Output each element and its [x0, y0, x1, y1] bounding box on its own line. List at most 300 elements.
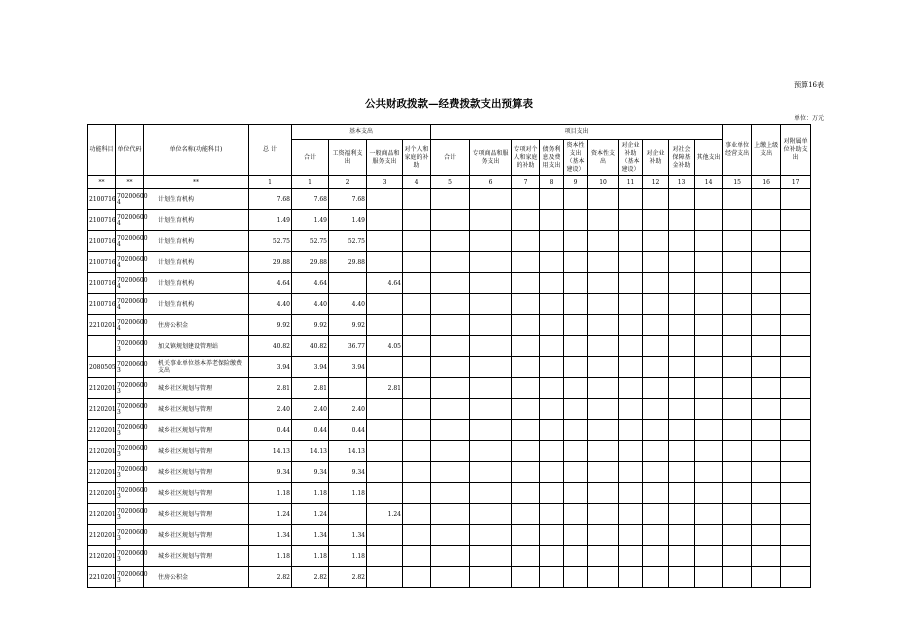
func-code-cell: 2100716	[88, 189, 116, 210]
unit-code-main: 70200600	[117, 570, 148, 578]
index-cell: **	[88, 176, 116, 189]
table-row	[88, 315, 811, 336]
unit-name-cell: 城乡社区规划与管理	[144, 483, 249, 504]
total-cell: 14.13	[249, 441, 292, 462]
empty-cell	[619, 462, 643, 483]
unit-code-main: 70200600	[117, 297, 148, 305]
basic-total-cell: 7.68	[292, 189, 329, 210]
empty-cell	[564, 462, 588, 483]
goods-cell	[367, 441, 403, 462]
header-basic: 基本支出	[292, 125, 431, 140]
empty-cell	[643, 399, 669, 420]
empty-cell	[695, 357, 723, 378]
empty-cell	[588, 567, 619, 588]
empty-cell	[643, 273, 669, 294]
empty-cell	[669, 315, 695, 336]
empty-cell	[564, 546, 588, 567]
personal-cell	[403, 315, 431, 336]
empty-cell	[540, 273, 564, 294]
unit-code-suffix: 3	[117, 576, 121, 584]
empty-cell	[643, 441, 669, 462]
unit-name-cell: 城乡社区规划与管理	[144, 462, 249, 483]
empty-cell	[723, 189, 752, 210]
empty-cell	[669, 525, 695, 546]
empty-cell	[512, 294, 540, 315]
header-subsidy: 对附属单位补助支出	[781, 125, 811, 176]
goods-cell	[367, 399, 403, 420]
unit-code-main: 70200600	[117, 402, 148, 410]
func-code-cell: 2100716	[88, 273, 116, 294]
empty-cell	[781, 483, 811, 504]
total-cell: 1.34	[249, 525, 292, 546]
empty-cell	[512, 210, 540, 231]
table-row	[88, 441, 811, 462]
empty-cell	[619, 231, 643, 252]
empty-cell	[752, 231, 781, 252]
basic-total-cell: 14.13	[292, 441, 329, 462]
unit-code-cell	[116, 231, 148, 252]
empty-cell	[695, 504, 723, 525]
empty-cell	[512, 273, 540, 294]
unit-name-cell: 计划生育机构	[144, 294, 249, 315]
unit-name-cell: 机关事业单位基本养老保险缴费支出	[144, 357, 249, 378]
empty-cell	[669, 441, 695, 462]
empty-cell	[512, 546, 540, 567]
header-enterprise-basic: 对企业补助（基本建设）	[619, 140, 643, 176]
empty-cell	[540, 336, 564, 357]
empty-cell	[752, 462, 781, 483]
unit-name-cell: 加义镇规划建设管理站	[144, 336, 249, 357]
empty-cell	[723, 315, 752, 336]
total-cell: 52.75	[249, 231, 292, 252]
empty-cell	[619, 483, 643, 504]
empty-cell	[564, 210, 588, 231]
empty-cell	[669, 378, 695, 399]
empty-cell	[781, 525, 811, 546]
empty-cell	[781, 315, 811, 336]
empty-cell	[470, 525, 512, 546]
page-code: 预算16表	[794, 81, 824, 89]
empty-cell	[512, 231, 540, 252]
unit-code-main: 70200600	[117, 192, 148, 200]
empty-cell	[619, 336, 643, 357]
unit-name-cell: 城乡社区规划与管理	[144, 441, 249, 462]
goods-cell	[367, 189, 403, 210]
unit-name-cell: 计划生育机构	[144, 273, 249, 294]
empty-cell	[643, 210, 669, 231]
table-row	[88, 504, 811, 525]
empty-cell	[643, 294, 669, 315]
empty-cell	[723, 546, 752, 567]
empty-cell	[619, 315, 643, 336]
empty-cell	[669, 504, 695, 525]
empty-cell	[564, 357, 588, 378]
goods-cell	[367, 420, 403, 441]
empty-cell	[781, 567, 811, 588]
empty-cell	[564, 336, 588, 357]
empty-cell	[588, 336, 619, 357]
header-business: 事业单位经营支出	[723, 125, 752, 176]
salary-cell: 0.44	[329, 420, 367, 441]
func-code-cell: 2100716	[88, 294, 116, 315]
func-code-cell: 2120201	[88, 483, 116, 504]
empty-cell	[669, 357, 695, 378]
empty-cell	[723, 378, 752, 399]
table-row	[88, 546, 811, 567]
goods-cell	[367, 525, 403, 546]
unit-code-suffix: 4	[117, 198, 121, 206]
unit-code-main: 70200600	[117, 465, 148, 473]
empty-cell	[431, 462, 470, 483]
salary-cell: 1.18	[329, 483, 367, 504]
unit-code-main: 70200600	[117, 339, 148, 347]
index-cell: 12	[643, 176, 669, 189]
page-title: 公共财政拨款—经费拨款支出预算表	[365, 98, 533, 110]
empty-cell	[619, 378, 643, 399]
unit-code-cell	[116, 462, 148, 483]
empty-cell	[723, 273, 752, 294]
empty-cell	[512, 567, 540, 588]
func-code-cell: 2120201	[88, 504, 116, 525]
personal-cell	[403, 483, 431, 504]
personal-cell	[403, 525, 431, 546]
goods-cell	[367, 567, 403, 588]
empty-cell	[669, 210, 695, 231]
unit-code-cell	[116, 252, 148, 273]
basic-total-cell: 4.40	[292, 294, 329, 315]
unit-code-cell	[116, 420, 148, 441]
unit-code-main: 70200600	[117, 255, 148, 263]
unit-name-cell: 城乡社区规划与管理	[144, 546, 249, 567]
personal-cell	[403, 378, 431, 399]
empty-cell	[619, 189, 643, 210]
unit-code-main: 70200600	[117, 423, 148, 431]
unit-code-suffix: 3	[117, 345, 121, 353]
empty-cell	[723, 336, 752, 357]
empty-cell	[669, 483, 695, 504]
empty-cell	[431, 504, 470, 525]
total-cell: 1.24	[249, 504, 292, 525]
header-func-code: 功能科目	[88, 125, 116, 176]
salary-cell: 14.13	[329, 441, 367, 462]
basic-total-cell: 1.34	[292, 525, 329, 546]
empty-cell	[723, 504, 752, 525]
basic-total-cell: 2.40	[292, 399, 329, 420]
header-capital: 资本性支出	[588, 140, 619, 176]
empty-cell	[588, 189, 619, 210]
index-cell: 1	[249, 176, 292, 189]
unit-code-main: 70200600	[117, 381, 148, 389]
goods-cell: 2.81	[367, 378, 403, 399]
empty-cell	[619, 504, 643, 525]
empty-cell	[781, 294, 811, 315]
empty-cell	[540, 294, 564, 315]
empty-cell	[781, 378, 811, 399]
empty-cell	[669, 546, 695, 567]
empty-cell	[619, 525, 643, 546]
index-cell: 1	[292, 176, 329, 189]
empty-cell	[781, 462, 811, 483]
empty-cell	[588, 462, 619, 483]
unit-code-main: 70200600	[117, 213, 148, 221]
empty-cell	[470, 231, 512, 252]
empty-cell	[564, 420, 588, 441]
total-cell: 40.82	[249, 336, 292, 357]
empty-cell	[643, 546, 669, 567]
empty-cell	[619, 567, 643, 588]
empty-cell	[588, 315, 619, 336]
unit-code-suffix: 3	[117, 471, 121, 479]
total-cell: 1.18	[249, 483, 292, 504]
func-code-cell: 2120201	[88, 462, 116, 483]
empty-cell	[695, 252, 723, 273]
empty-cell	[588, 252, 619, 273]
empty-cell	[695, 483, 723, 504]
empty-cell	[695, 462, 723, 483]
empty-cell	[619, 294, 643, 315]
empty-cell	[564, 483, 588, 504]
index-cell: 9	[564, 176, 588, 189]
unit-code-main: 70200600	[117, 318, 148, 326]
empty-cell	[643, 525, 669, 546]
table-row	[88, 294, 811, 315]
header-project: 项目支出	[431, 125, 723, 140]
empty-cell	[695, 525, 723, 546]
empty-cell	[512, 336, 540, 357]
empty-cell	[470, 189, 512, 210]
goods-cell	[367, 462, 403, 483]
empty-cell	[431, 525, 470, 546]
header-proj-goods: 专项商品和服务支出	[470, 140, 512, 176]
header-superior: 上缴上级支出	[752, 125, 781, 176]
empty-cell	[588, 483, 619, 504]
empty-cell	[512, 315, 540, 336]
personal-cell	[403, 210, 431, 231]
personal-cell	[403, 504, 431, 525]
index-cell: 5	[431, 176, 470, 189]
total-cell: 29.88	[249, 252, 292, 273]
salary-cell	[329, 378, 367, 399]
unit-name-cell: 计划生育机构	[144, 231, 249, 252]
basic-total-cell: 3.94	[292, 357, 329, 378]
empty-cell	[431, 336, 470, 357]
empty-cell	[470, 252, 512, 273]
basic-total-cell: 1.18	[292, 483, 329, 504]
total-cell: 9.34	[249, 462, 292, 483]
salary-cell: 1.18	[329, 546, 367, 567]
func-code-cell: 2120201	[88, 441, 116, 462]
goods-cell	[367, 315, 403, 336]
unit-code-main: 70200600	[117, 507, 148, 515]
empty-cell	[781, 273, 811, 294]
unit-code-suffix: 4	[117, 324, 121, 332]
empty-cell	[431, 210, 470, 231]
empty-cell	[470, 504, 512, 525]
func-code-cell: 2100716	[88, 210, 116, 231]
empty-cell	[512, 189, 540, 210]
salary-cell: 9.34	[329, 462, 367, 483]
empty-cell	[643, 189, 669, 210]
unit-code-suffix: 4	[117, 240, 121, 248]
empty-cell	[781, 399, 811, 420]
empty-cell	[470, 315, 512, 336]
empty-cell	[619, 441, 643, 462]
empty-cell	[695, 420, 723, 441]
unit-code-suffix: 3	[117, 366, 121, 374]
header-total: 总 计	[249, 125, 292, 176]
empty-cell	[752, 189, 781, 210]
empty-cell	[512, 462, 540, 483]
func-code-cell	[88, 336, 116, 357]
empty-cell	[752, 252, 781, 273]
personal-cell	[403, 420, 431, 441]
unit-code-suffix: 4	[117, 303, 121, 311]
empty-cell	[752, 567, 781, 588]
empty-cell	[669, 567, 695, 588]
table-row	[88, 525, 811, 546]
empty-cell	[540, 441, 564, 462]
index-cell: 6	[470, 176, 512, 189]
basic-total-cell: 0.44	[292, 420, 329, 441]
header-proj-personal: 专项对个人和家庭的补助	[512, 140, 540, 176]
empty-cell	[564, 294, 588, 315]
total-cell: 7.68	[249, 189, 292, 210]
personal-cell	[403, 399, 431, 420]
empty-cell	[781, 252, 811, 273]
personal-cell	[403, 567, 431, 588]
total-cell: 9.92	[249, 315, 292, 336]
unit-code-cell	[116, 483, 148, 504]
empty-cell	[619, 273, 643, 294]
func-code-cell: 2210201	[88, 567, 116, 588]
table-row	[88, 462, 811, 483]
salary-cell: 2.40	[329, 399, 367, 420]
empty-cell	[470, 441, 512, 462]
personal-cell	[403, 273, 431, 294]
table-row	[88, 483, 811, 504]
empty-cell	[752, 336, 781, 357]
unit-code-suffix: 3	[117, 513, 121, 521]
func-code-cell: 2210201	[88, 315, 116, 336]
empty-cell	[470, 399, 512, 420]
empty-cell	[752, 357, 781, 378]
unit-name-cell: 城乡社区规划与管理	[144, 525, 249, 546]
empty-cell	[619, 210, 643, 231]
empty-cell	[723, 462, 752, 483]
empty-cell	[588, 546, 619, 567]
empty-cell	[643, 315, 669, 336]
empty-cell	[540, 210, 564, 231]
unit-name-cell: 住房公积金	[144, 315, 249, 336]
empty-cell	[431, 357, 470, 378]
empty-cell	[723, 420, 752, 441]
goods-cell	[367, 231, 403, 252]
empty-cell	[619, 546, 643, 567]
goods-cell: 1.24	[367, 504, 403, 525]
index-cell: 2	[329, 176, 367, 189]
empty-cell	[588, 399, 619, 420]
empty-cell	[564, 525, 588, 546]
empty-cell	[512, 504, 540, 525]
unit-name-cell: 计划生育机构	[144, 189, 249, 210]
basic-total-cell: 1.24	[292, 504, 329, 525]
basic-total-cell: 52.75	[292, 231, 329, 252]
header-unit-name: 单位名称(功能科目)	[144, 125, 249, 176]
index-cell: 10	[588, 176, 619, 189]
unit-code-main: 70200600	[117, 360, 148, 368]
empty-cell	[588, 210, 619, 231]
total-cell: 2.40	[249, 399, 292, 420]
personal-cell	[403, 252, 431, 273]
empty-cell	[669, 189, 695, 210]
empty-cell	[643, 504, 669, 525]
unit-code-suffix: 3	[117, 429, 121, 437]
empty-cell	[695, 399, 723, 420]
unit-code-suffix: 4	[117, 261, 121, 269]
unit-code-suffix: 3	[117, 387, 121, 395]
empty-cell	[512, 399, 540, 420]
empty-cell	[540, 504, 564, 525]
total-cell: 2.81	[249, 378, 292, 399]
empty-cell	[669, 294, 695, 315]
salary-cell: 2.82	[329, 567, 367, 588]
salary-cell: 3.94	[329, 357, 367, 378]
table-row	[88, 231, 811, 252]
empty-cell	[695, 546, 723, 567]
empty-cell	[695, 210, 723, 231]
basic-total-cell: 2.82	[292, 567, 329, 588]
empty-cell	[669, 231, 695, 252]
salary-cell: 7.68	[329, 189, 367, 210]
table-row	[88, 357, 811, 378]
unit-code-suffix: 3	[117, 555, 121, 563]
goods-cell: 4.05	[367, 336, 403, 357]
index-cell: 11	[619, 176, 643, 189]
func-code-cell: 2120201	[88, 399, 116, 420]
func-code-cell: 2120201	[88, 525, 116, 546]
index-cell: 7	[512, 176, 540, 189]
empty-cell	[431, 294, 470, 315]
salary-cell: 36.77	[329, 336, 367, 357]
empty-cell	[431, 231, 470, 252]
index-cell: 16	[752, 176, 781, 189]
empty-cell	[619, 399, 643, 420]
empty-cell	[540, 567, 564, 588]
empty-cell	[752, 315, 781, 336]
empty-cell	[643, 336, 669, 357]
header-capital-basic: 资本性支出（基本建设）	[564, 140, 588, 176]
empty-cell	[752, 294, 781, 315]
empty-cell	[470, 336, 512, 357]
empty-cell	[752, 378, 781, 399]
empty-cell	[643, 231, 669, 252]
basic-total-cell: 1.49	[292, 210, 329, 231]
table-row	[88, 189, 811, 210]
empty-cell	[723, 210, 752, 231]
unit-code-cell	[116, 189, 148, 210]
empty-cell	[723, 252, 752, 273]
empty-cell	[781, 231, 811, 252]
empty-cell	[470, 210, 512, 231]
empty-cell	[540, 483, 564, 504]
empty-cell	[564, 315, 588, 336]
empty-cell	[723, 441, 752, 462]
header-debt: 债务利息及费用支出	[540, 140, 564, 176]
unit-code-cell	[116, 336, 148, 357]
empty-cell	[723, 294, 752, 315]
empty-cell	[619, 252, 643, 273]
empty-cell	[431, 252, 470, 273]
